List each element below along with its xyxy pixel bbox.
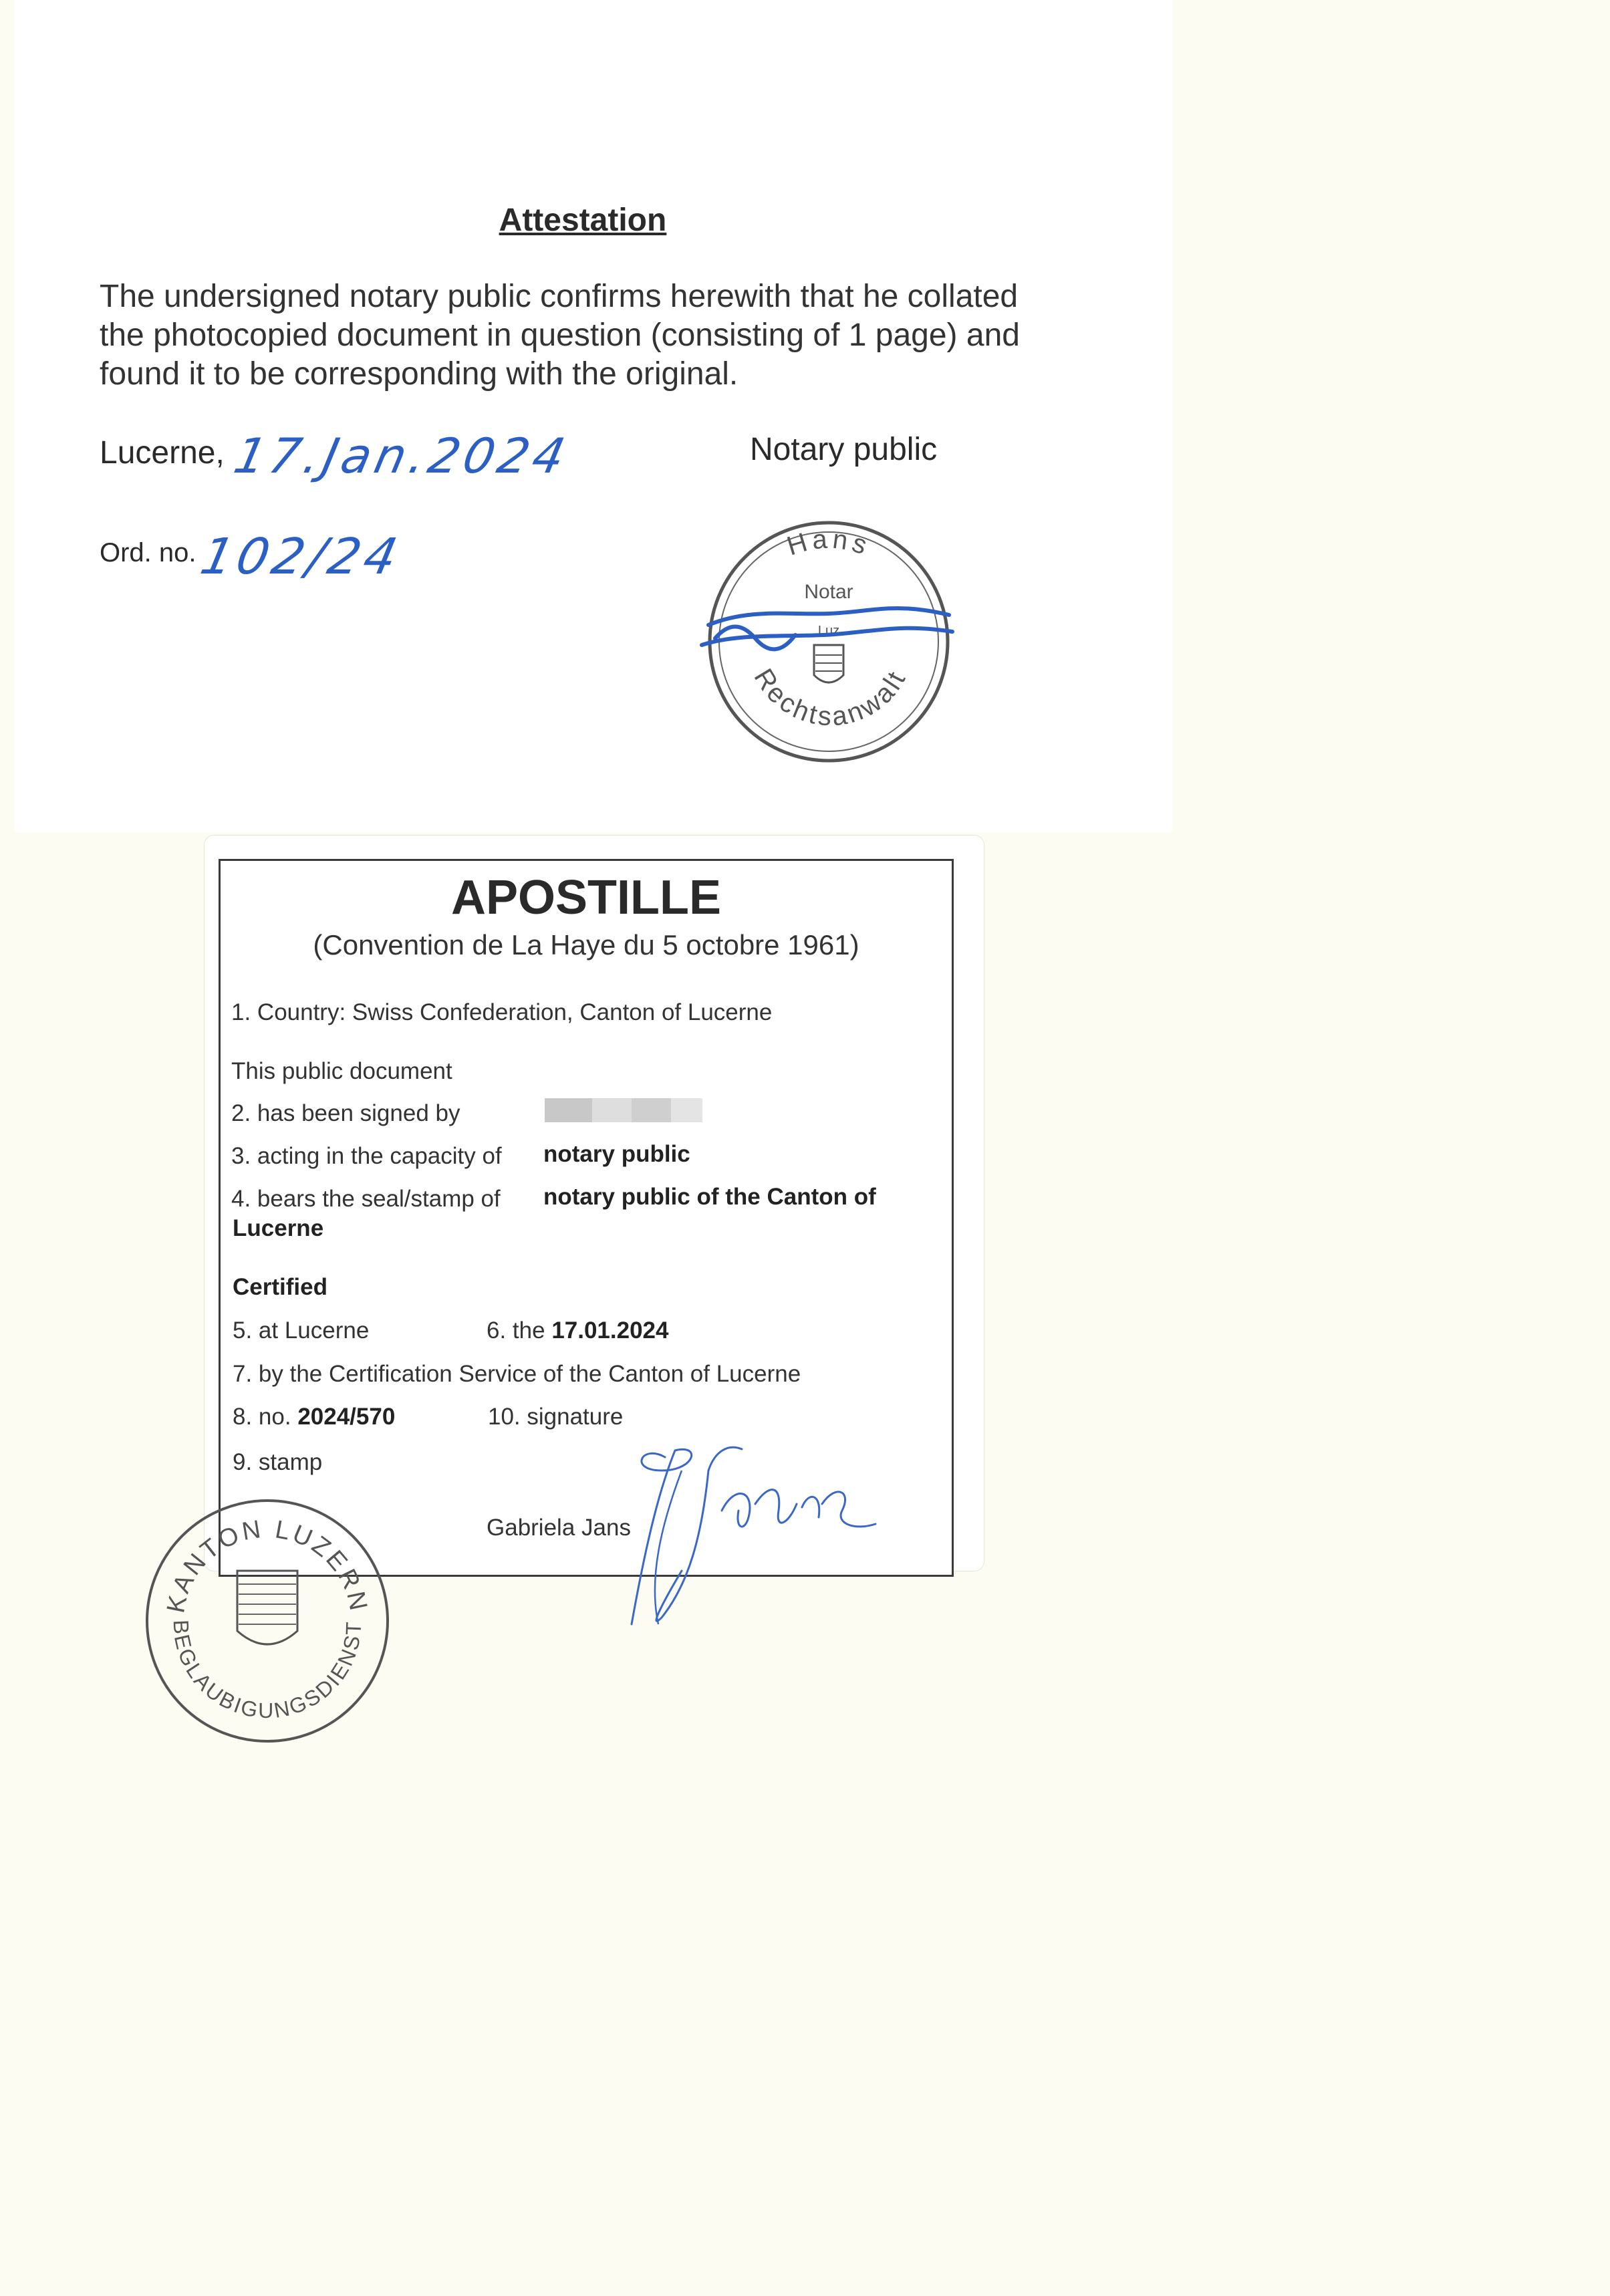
attestation-body: The undersigned notary public confirms herewith that he collated the photocopied document in question (consisting of 1 page) and found it to be corresponding with the original. — [100, 279, 1020, 392]
svg-text:Rechtsanwalt — [749, 664, 912, 732]
svg-text:KANTON LUZERN — [162, 1515, 373, 1616]
capacity-label: 3. acting in the capacity of — [231, 1143, 502, 1169]
place-label: Lucerne, — [100, 435, 225, 471]
country-line: 1. Country: Swiss Confederation, Canton of Lucerne — [231, 999, 773, 1025]
handwritten-ord-number: 102/24 — [195, 528, 406, 586]
notary-stamp-top: Hans — [783, 524, 875, 562]
seal-value-line1: notary public of the Canton of — [543, 1184, 876, 1210]
date-label: 6. the — [487, 1317, 545, 1344]
handwritten-date: 17.Jan.2024 — [229, 428, 574, 484]
by-line: 7. by the Certification Service of the Canton of Lucerne — [233, 1361, 801, 1387]
signer-name: Gabriela Jans — [487, 1515, 631, 1541]
certified-heading: Certified — [233, 1274, 327, 1300]
signature-label: 10. signature — [488, 1404, 624, 1430]
notary-stamp-bottom: Rechtsanwalt — [748, 663, 913, 732]
svg-text:BEGLAUBIGUNGSDIENST — [169, 1620, 366, 1723]
signed-by-label: 2. has been signed by — [231, 1100, 460, 1126]
canton-stamp-icon — [137, 1491, 398, 1751]
ord-label: Ord. no. — [100, 538, 196, 567]
no-label: 8. no. — [233, 1404, 291, 1430]
stamp-label: 9. stamp — [233, 1449, 323, 1475]
svg-text:Hans — [783, 524, 874, 561]
no-value: 2024/570 — [297, 1404, 396, 1430]
notary-stamp-center: Notar — [804, 581, 853, 603]
redacted-name — [545, 1098, 702, 1122]
notary-stamp-icon — [695, 515, 962, 769]
notary-stamp-center-small: Luz — [817, 624, 840, 638]
signatory-label: Notary public — [750, 432, 938, 467]
at-label: 5. at Lucerne — [233, 1317, 370, 1344]
date-value: 17.01.2024 — [551, 1317, 669, 1344]
apostille-subtitle: (Convention de La Haye du 5 octobre 1961) — [313, 929, 859, 961]
apostille-title: APOSTILLE — [450, 871, 721, 924]
attestation-title: Attestation — [499, 203, 667, 238]
canton-stamp-top: KANTON LUZERN — [162, 1515, 373, 1616]
capacity-value: notary public — [543, 1141, 690, 1167]
seal-label: 4. bears the seal/stamp of — [231, 1186, 501, 1212]
seal-value-line2: Lucerne — [233, 1215, 324, 1241]
canton-stamp-bottom: BEGLAUBIGUNGSDIENST — [168, 1619, 366, 1723]
signature-scribble-icon — [622, 1430, 889, 1631]
intro-line: This public document — [231, 1058, 452, 1084]
attestation-card — [15, 0, 1172, 832]
